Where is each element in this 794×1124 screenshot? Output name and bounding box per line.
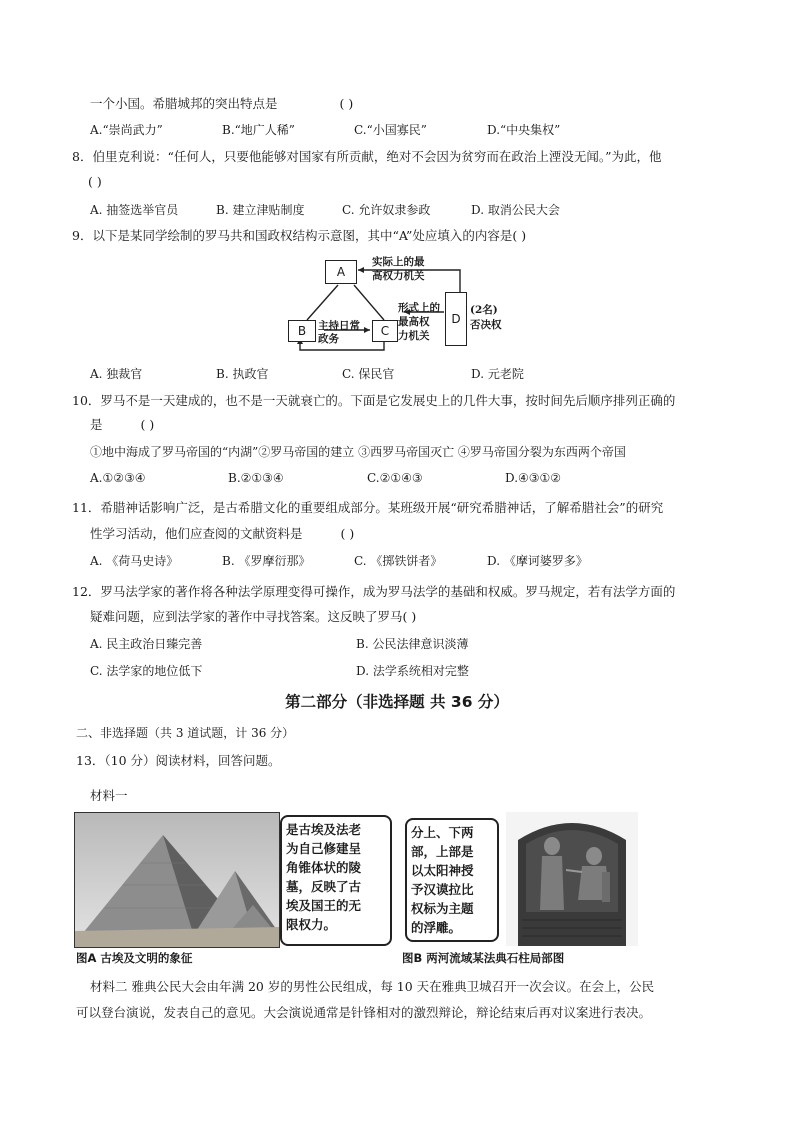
material2-line1: 材料二 雅典公民大会由年满 20 岁的男性公民组成，每 10 天在雅典卫城召开一次会议。在会上，公民: [90, 979, 655, 994]
fig-a-bubble-line: 角锥体状的陵: [286, 860, 362, 875]
q9-option-b: B. 执政官: [216, 367, 269, 381]
q9-option-d: D. 元老院: [471, 367, 524, 381]
q8-stem-line2: ( ): [88, 174, 102, 189]
q8-option-c: C. 允许奴隶参政: [342, 203, 431, 217]
fig-b-bubble-line: 以太阳神授: [411, 863, 474, 878]
diagram-box-b: B: [288, 320, 316, 342]
q11-stem-line2: 性学习活动，他们应查阅的文献资料是 ( ): [90, 526, 355, 541]
fig-a-bubble-line: 为自己修建呈: [286, 841, 362, 856]
diagram-label-c-line1: 形式上的: [398, 302, 440, 314]
material2-line2: 可以登台演说，发表自己的意见。大会演说通常是针锋相对的激烈辩论，辩论结束后再对议案进行表决。: [76, 1005, 652, 1020]
q7-stem-tail: 一个小国。希腊城邦的突出特点是 ( ): [90, 96, 354, 111]
q9-stem: 9．以下是某同学绘制的罗马共和国政权结构示意图，其中“A”处应填入的内容是( ): [72, 228, 527, 243]
stele-photo: [506, 812, 638, 946]
diagram-label-b-line1: 主持日常: [318, 320, 360, 332]
fig-b-bubble-line: 予汉谟拉比: [411, 882, 474, 897]
q10-stem-line1: 10．罗马不是一天建成的，也不是一天就衰亡的。下面是它发展史上的几件大事，按时间先后顺序排列正确的: [72, 393, 676, 408]
q12-option-d: D. 法学系统相对完整: [356, 664, 469, 678]
diagram-label-c-line2: 最高权: [398, 316, 430, 328]
q7-blank: ( ): [339, 96, 354, 111]
fig-a-bubble-line: 是古埃及法老: [286, 822, 362, 837]
q11-option-b: B. 《罗摩衍那》: [222, 554, 311, 568]
pyramids-image: [75, 813, 279, 947]
q12-stem-line1: 12．罗马法学家的著作将各种法学原理变得可操作，成为罗马法学的基础和权威。罗马规定，若有法学方面的: [72, 584, 676, 599]
q12-option-a: A. 民主政治日臻完善: [90, 637, 203, 651]
fig-a-bubble-line: 墓，反映了古: [286, 879, 362, 894]
diagram-label-b-line2: 政务: [318, 333, 339, 345]
fig-b-bubble-line: 分上、下两: [411, 825, 474, 840]
material1-label: 材料一: [90, 788, 128, 803]
fig-b-bubble-line: 的浮雕。: [411, 920, 462, 935]
q10-option-d: D.④③①②: [505, 471, 562, 485]
q9-option-a: A. 独裁官: [90, 367, 143, 381]
stele-image: [506, 812, 638, 946]
q7-option-c: C.“小国寡民”: [354, 123, 427, 137]
diagram-label-c-line3: 力机关: [398, 330, 430, 342]
diagram-label-d-line1: (2名): [470, 304, 498, 316]
q10-stem-line2: 是 ( ): [90, 417, 155, 432]
q10-option-b: B.②①③④: [228, 471, 284, 485]
q9-option-c: C. 保民官: [342, 367, 395, 381]
q11-blank: ( ): [340, 526, 355, 541]
diagram-label-d-line2: 否决权: [470, 319, 502, 331]
q10-option-a: A.①②③④: [90, 471, 146, 485]
part2-heading: 第二部分（非选择题 共 36 分）: [285, 693, 509, 711]
q8-option-a: A. 抽签选举官员: [90, 203, 179, 217]
q12-stem-line2: 疑难问题，应到法学家的著作中寻找答案。这反映了罗马( ): [90, 609, 417, 624]
q12-option-b: B. 公民法律意识淡薄: [356, 637, 469, 651]
q7-option-a: A.“崇尚武力”: [90, 123, 163, 137]
q7-option-b: B.“地广人稀”: [222, 123, 295, 137]
q10-events: ①地中海成了罗马帝国的“内湖”②罗马帝国的建立 ③西罗马帝国灭亡 ④罗马帝国分裂为东西两个帝国: [90, 445, 626, 459]
q11-option-c: C. 《掷铁饼者》: [354, 554, 443, 568]
fig-b-bubble-line: 权标为主题: [411, 901, 474, 916]
diagram-box-c: C: [372, 320, 398, 342]
diagram-box-a: A: [325, 260, 357, 284]
pyramids-photo: [74, 812, 280, 948]
q13-stem: 13．（10 分）阅读材料，回答问题。: [76, 753, 281, 768]
q8-option-d: D. 取消公民大会: [471, 203, 560, 217]
q10-blank: ( ): [140, 417, 155, 432]
roman-republic-structure-diagram: [280, 252, 520, 360]
diagram-box-d: D: [445, 292, 467, 346]
fig-b-bubble-line: 部，上部是: [411, 844, 474, 859]
q11-option-d: D. 《摩诃婆罗多》: [487, 554, 588, 568]
q10-option-c: C.②①④③: [367, 471, 423, 485]
q8-stem-line1: 8．伯里克利说：“任何人，只要他能够对国家有所贡献，绝对不会因为贫穷而在政治上湮没无闻。”为此，他: [72, 149, 662, 164]
fig-b-speech-bubble: [405, 818, 499, 942]
q11-option-a: A. 《荷马史诗》: [90, 554, 179, 568]
q12-option-c: C. 法学家的地位低下: [90, 664, 203, 678]
part2-section-title: 二、非选择题（共 3 道试题，计 36 分）: [76, 726, 295, 740]
q11-stem-line1: 11．希腊神话影响广泛，是古希腊文化的重要组成部分。某班级开展“研究希腊神话，了解希腊社会”的研究: [72, 500, 664, 515]
diagram-label-a-line1: 实际上的最: [372, 256, 425, 268]
q8-option-b: B. 建立津贴制度: [216, 203, 305, 217]
fig-a-caption: 图A 古埃及文明的象征: [76, 951, 193, 965]
fig-a-bubble-line: 埃及国王的无: [286, 898, 362, 913]
fig-b-caption: 图B 两河流域某法典石柱局部图: [402, 951, 565, 965]
diagram-label-a-line2: 高权力机关: [372, 270, 425, 282]
q7-option-d: D.“中央集权”: [487, 123, 561, 137]
fig-a-speech-bubble: [280, 815, 392, 946]
fig-a-bubble-line: 限权力。: [286, 917, 337, 932]
